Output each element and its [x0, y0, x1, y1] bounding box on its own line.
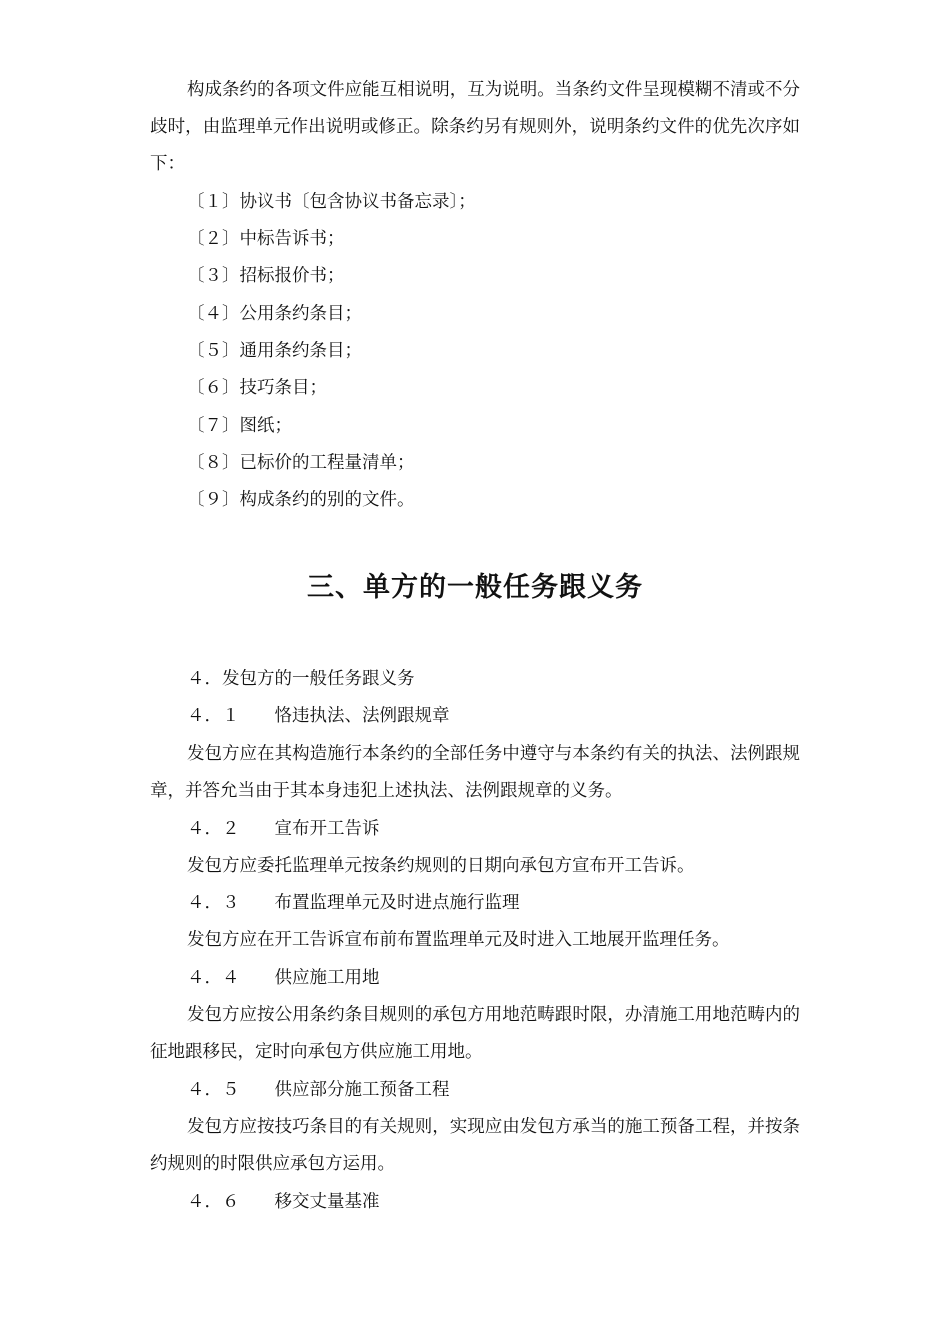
clause-heading [187, 698, 450, 735]
list-item: 〔３〕招标报价书； [187, 266, 345, 286]
section-title: 三、单方的一般任务跟义务 [307, 572, 643, 603]
clause-number: ４．５ [187, 1080, 240, 1100]
clause-number: ４．１ [187, 706, 240, 726]
clause-body: 发包方应按技巧条目的有关规则，实现应由发包方承当的施工预备工程，并按条约规则的时限供应承包方运用。 [150, 1117, 800, 1174]
clause-number: ４．４ [187, 968, 240, 988]
intro-paragraph: 构成条约的各项文件应能互相说明，互为说明。当条约文件呈现模糊不清或不分歧时，由监理单元作出说明或修正。除条约另有规则外，说明条约文件的优先次序如下： [150, 80, 800, 174]
clause-title: 供应部分施工预备工程 [274, 1080, 450, 1100]
clause-body: 发包方应委托监理单元按条约规则的日期向承包方宣布开工告诉。 [187, 856, 695, 876]
list-item: 〔７〕图纸； [187, 416, 292, 436]
list-item: 〔２〕中标告诉书； [187, 229, 345, 249]
clause-body: 发包方应按公用条约条目规则的承包方用地范畴跟时限，办清施工用地范畴内的征地跟移民，定时向承包方供应施工用地。 [150, 1005, 800, 1062]
clause-title: 移交丈量基准 [274, 1192, 380, 1212]
section-heading: ４．发包方的一般任务跟义务 [187, 669, 415, 689]
list-item: 〔４〕公用条约条目； [187, 304, 362, 324]
list-item: 〔６〕技巧条目； [187, 378, 327, 398]
list-item: 〔９〕构成条约的别的文件。 [187, 490, 415, 510]
clause-number: ４．３ [187, 893, 240, 913]
clause-heading [187, 1184, 380, 1221]
clause-number: ４．６ [187, 1192, 240, 1212]
clause-title: 供应施工用地 [274, 968, 380, 988]
clause-title: 恪违执法、法例跟规章 [274, 706, 450, 726]
clause-heading [187, 960, 380, 997]
clause-number: ４．２ [187, 819, 240, 839]
clause-body: 发包方应在其构造施行本条约的全部任务中遵守与本条约有关的执法、法例跟规章，并答允当由于其本身违犯上述执法、法例跟规章的义务。 [150, 744, 800, 801]
list-item: 〔５〕通用条约条目； [187, 341, 362, 361]
clause-title: 宣布开工告诉 [274, 819, 380, 839]
clause-heading [187, 885, 520, 922]
list-item: 〔１〕协议书〔包含协议书备忘录〕； [187, 192, 476, 212]
list-item: 〔８〕已标价的工程量清单； [187, 453, 415, 473]
clause-body: 发包方应在开工告诉宣布前布置监理单元及时进入工地展开监理任务。 [187, 930, 730, 950]
clause-heading [187, 1072, 450, 1109]
clause-title: 布置监理单元及时进点施行监理 [274, 893, 520, 913]
clause-heading [187, 811, 380, 848]
